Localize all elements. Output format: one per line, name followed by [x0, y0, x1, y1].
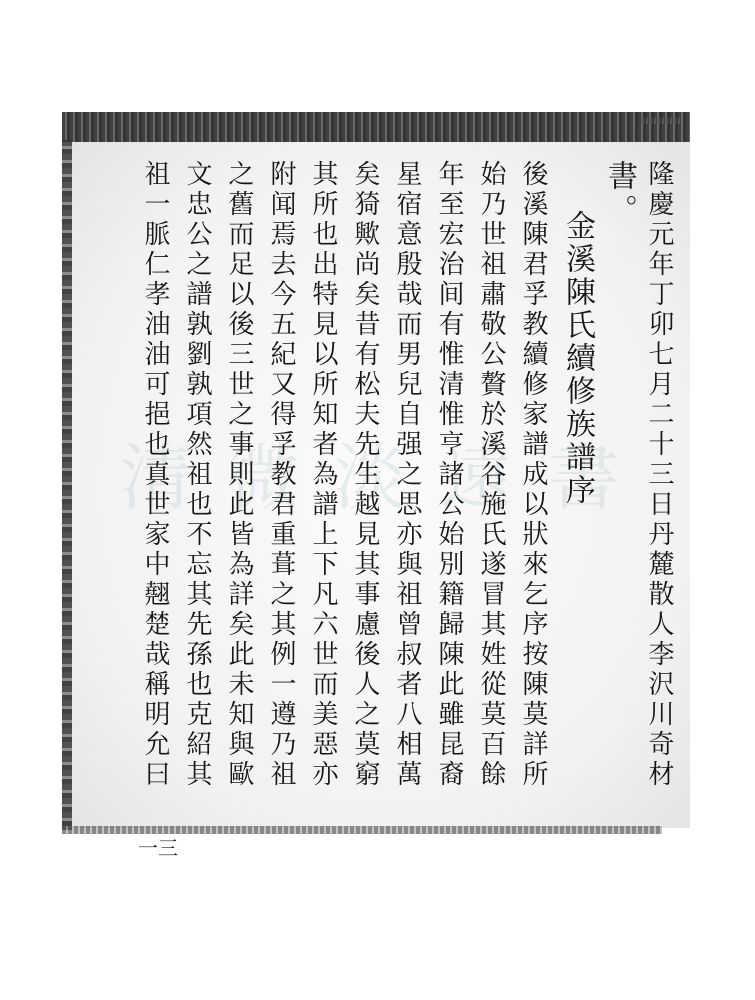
text-column-9: 其所也出特見以所知者為譜上下凡六世而美惡亦: [308, 160, 338, 790]
text-column-10: 附闻焉去今五紀又得孚教君重葺之其例一遵乃祖: [266, 160, 296, 790]
text-column-13: 祖一脈仁孝油油可挹也真世家中翹楚哉稱明允曰: [140, 160, 170, 790]
text-column-12: 文忠公之譜孰劉孰項然祖也不忘其先孫也克紹其: [182, 160, 212, 790]
text-column-1: 隆慶元年丁卯七月二十三日丹麓散人李沢川奇材: [644, 160, 674, 790]
section-title: 金溪陳氏續修族譜序: [560, 210, 595, 507]
scan-edge-left: [62, 140, 72, 830]
text-column-11: 之舊而足以後三世之事則此皆為詳矣此未知與歐: [224, 160, 254, 790]
text-column-4: 後溪陳君孚教續修家譜成以狀來乞序按陳莫詳所: [518, 160, 548, 790]
text-column-8: 矣猗歟尚矣昔有松夫先生越見其事慮後人之莫窮: [350, 160, 380, 790]
text-column-7: 星宿意殷哉而男兒自强之思亦與祖曾叔者八相萬: [392, 160, 422, 790]
scan-edge-top: [62, 112, 690, 142]
text-column-6: 年至宏治间有惟清惟亨諸公始別籍歸陳此雖昆裔: [434, 160, 464, 790]
text-column-2: 書。: [602, 160, 637, 228]
scan-corner-mark: [642, 118, 682, 124]
watermark-stamp: 清 微 淡 遠 書: [120, 436, 626, 520]
page-number: 一三: [138, 836, 178, 860]
text-column-5: 始乃世祖肅敬公贅於溪谷施氏遂冒其姓從莫百餘: [476, 160, 506, 790]
